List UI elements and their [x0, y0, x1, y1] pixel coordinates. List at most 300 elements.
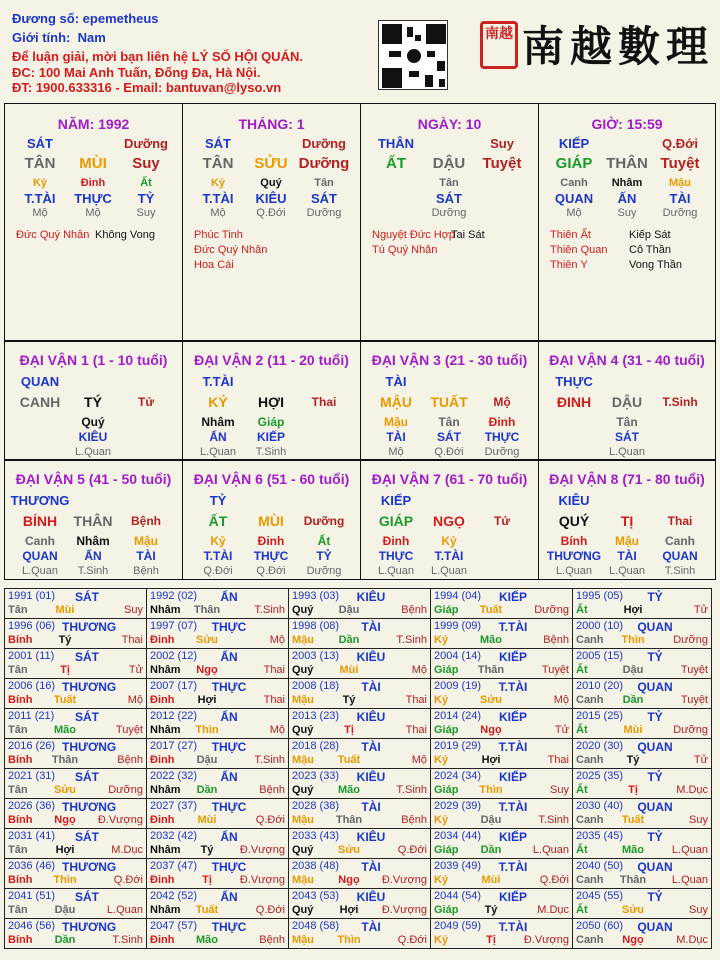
year-cell[interactable]	[288, 858, 431, 889]
year-label: 2005 (15)	[576, 650, 624, 662]
pillar-cell: TỶ	[137, 191, 155, 206]
year-stem: Canh	[576, 634, 604, 646]
year-stage: Q.Đới	[397, 844, 427, 856]
hidden-stem: Kỷ	[210, 534, 226, 548]
year-cell[interactable]	[288, 708, 431, 739]
year-stem: Ất	[576, 724, 588, 736]
year-god: TỶ	[647, 650, 663, 664]
pillar-cell: THỰC	[74, 191, 112, 206]
year-cell[interactable]	[146, 858, 289, 889]
year-branch: Mão	[338, 784, 360, 796]
year-cell[interactable]	[146, 618, 289, 649]
year-branch: Hợi	[623, 604, 643, 616]
year-stage: L.Quan	[671, 874, 708, 886]
year-cell[interactable]	[288, 828, 431, 859]
year-stage: M.Dục	[676, 784, 708, 796]
year-god: KIÊU	[356, 830, 386, 844]
year-label: 2019 (29)	[434, 740, 482, 752]
year-label: 2037 (47)	[150, 860, 198, 872]
year-cell[interactable]	[572, 708, 712, 739]
year-stage: Suy	[689, 904, 708, 916]
hidden-stage: L.Quan	[199, 446, 237, 458]
seal-icon: 南越	[480, 21, 518, 69]
year-branch: Thân	[335, 814, 363, 826]
dai-van-box	[182, 460, 361, 580]
year-stem: Quý	[292, 724, 314, 736]
gender-value: Nam	[77, 30, 106, 45]
year-stem: Kỷ	[434, 814, 449, 826]
year-branch: Thân	[477, 664, 505, 676]
pillar-cell: Suy	[490, 136, 514, 151]
year-god: SÁT	[75, 710, 99, 724]
year-cell[interactable]	[430, 798, 573, 829]
year-stem: Đinh	[150, 814, 175, 826]
year-god: TÀI	[361, 680, 381, 694]
year-branch: Thìn	[195, 724, 219, 736]
dai-van-box	[4, 341, 183, 460]
year-god: TỶ	[647, 590, 663, 604]
year-stem: Ất	[576, 904, 588, 916]
contact-line: Để luận giải, mời bạn liên hệ LÝ SỐ HỘI QUÁN.	[12, 49, 303, 64]
year-cell[interactable]	[288, 888, 431, 919]
star-name: Hoa Cái	[194, 259, 234, 271]
year-stage: Q.Đới	[113, 874, 143, 886]
year-stage: Mộ	[411, 754, 427, 766]
year-stem: Giáp	[434, 904, 459, 916]
year-label: 2004 (14)	[434, 650, 482, 662]
year-label: 1994 (04)	[434, 590, 482, 602]
year-branch: Dần	[54, 934, 76, 946]
year-label: 2047 (57)	[150, 920, 198, 932]
pillar-cell: ẤT	[386, 155, 406, 172]
year-stage: M.Dục	[676, 934, 708, 946]
dai-van-chi: NGỌ	[433, 513, 465, 529]
hidden-god: T.TÀI	[434, 549, 464, 563]
year-stage: M.Dục	[537, 904, 569, 916]
hidden-god: QUAN	[662, 549, 698, 563]
star-name: Kiếp Sát	[629, 229, 671, 241]
year-god: TÀI	[361, 860, 381, 874]
year-stage: Thai	[121, 634, 143, 646]
year-stage: Mộ	[553, 694, 569, 706]
year-cell[interactable]	[430, 858, 573, 889]
hidden-god: TÀI	[136, 549, 156, 563]
year-branch: Tý	[626, 754, 640, 766]
year-label: 2032 (42)	[150, 830, 198, 842]
year-cell[interactable]	[288, 588, 431, 619]
name-label: Đương số:	[12, 11, 80, 26]
year-branch: Dậu	[480, 814, 502, 826]
year-stage: Bệnh	[543, 634, 569, 646]
year-cell[interactable]	[572, 918, 712, 949]
year-cell[interactable]	[288, 918, 431, 949]
pillar-cell: SÁT	[205, 136, 231, 151]
year-cell[interactable]	[572, 648, 712, 679]
year-cell[interactable]	[146, 648, 289, 679]
year-branch: Thân	[51, 754, 79, 766]
year-cell[interactable]	[146, 588, 289, 619]
year-branch: Dậu	[196, 754, 218, 766]
year-stem: Mậu	[292, 694, 314, 706]
year-stage: Tử	[693, 604, 708, 616]
pillar-cell: Suy	[617, 207, 637, 219]
year-cell[interactable]	[146, 738, 289, 769]
year-cell[interactable]	[288, 768, 431, 799]
year-stage: Dưỡng	[534, 604, 569, 616]
year-god: THƯƠNG	[62, 920, 117, 934]
year-label: 2048 (58)	[292, 920, 340, 932]
dai-van-can: GIÁP	[378, 513, 414, 529]
pillar-cell: Suy	[132, 155, 160, 172]
dai-van-box	[4, 460, 183, 580]
year-branch: Tuất	[195, 904, 219, 916]
year-branch: Ngọ	[338, 874, 360, 886]
hidden-stem: Quý	[81, 415, 105, 429]
year-stage: L.Quan	[106, 904, 143, 916]
pillar-title: NĂM: 1992	[57, 116, 130, 132]
year-stage: Thai	[547, 754, 569, 766]
year-stage: M.Dục	[111, 844, 143, 856]
year-branch: Ngọ	[54, 814, 76, 826]
year-god: ẤN	[220, 710, 238, 724]
year-god: KIÊU	[356, 710, 386, 724]
year-stem: Mậu	[292, 874, 314, 886]
year-god: ẤN	[220, 890, 238, 904]
year-branch: Mão	[196, 934, 218, 946]
year-stage: Tuyệt	[115, 724, 143, 736]
brand-logo: 南越數理	[522, 22, 715, 71]
year-branch: Dần	[480, 844, 502, 856]
year-cell[interactable]	[146, 888, 289, 919]
year-branch: Dậu	[622, 664, 644, 676]
pillar-cell: TÂN	[24, 155, 56, 172]
dai-van-title: ĐẠI VẬN 2 (11 - 20 tuổi)	[194, 352, 349, 368]
year-stage: T.Sinh	[254, 604, 285, 616]
phone-line: ĐT: 1900.633316 - Email: bantuvan@lyso.vn	[12, 80, 282, 95]
year-branch: Tị	[202, 874, 212, 886]
year-branch: Sửu	[337, 844, 361, 856]
year-god: TỶ	[647, 890, 663, 904]
pillar-cell: Tân	[439, 177, 459, 189]
hidden-stage: Q.Đới	[256, 565, 286, 577]
year-cell[interactable]	[572, 828, 712, 859]
year-label: 2000 (10)	[576, 620, 624, 632]
year-stage: T.Sinh	[538, 814, 569, 826]
year-label: 2031 (41)	[8, 830, 56, 842]
dai-van-stage: Mộ	[493, 395, 511, 409]
pillar-cell: Tuyệt	[482, 155, 522, 172]
pillar-cell: Mậu	[669, 177, 691, 189]
pillar-cell: Dưỡng	[306, 207, 342, 219]
pillar-cell: Dưỡng	[298, 155, 350, 172]
year-stage: Thai	[405, 694, 427, 706]
pillar-cell: Đinh	[80, 177, 106, 189]
hidden-stage: Bệnh	[133, 565, 159, 577]
year-god: T.TÀI	[498, 860, 528, 874]
name-value: epemetheus	[82, 11, 159, 26]
year-god: SÁT	[75, 830, 99, 844]
hidden-stem: Đinh	[382, 534, 410, 548]
year-cell[interactable]	[4, 828, 147, 859]
year-god: SÁT	[75, 590, 99, 604]
hidden-god: TỶ	[316, 549, 332, 563]
year-stage: Mộ	[269, 724, 285, 736]
year-god: QUAN	[637, 860, 673, 874]
pillar-cell: Dưỡng	[302, 136, 346, 151]
year-stem: Tân	[8, 844, 28, 856]
year-cell[interactable]	[146, 678, 289, 709]
gender-label: Giới tính:	[12, 30, 71, 45]
year-stage: Dưỡng	[673, 634, 708, 646]
star-name: Đức Quý Nhân	[194, 244, 268, 256]
pillar-box	[4, 103, 183, 341]
hidden-stem: Mậu	[134, 534, 158, 548]
year-label: 2006 (16)	[8, 680, 56, 692]
hidden-stage: L.Quan	[377, 565, 415, 577]
pillar-cell: SÁT	[27, 136, 53, 151]
year-cell[interactable]	[430, 828, 573, 859]
year-stage: Suy	[689, 814, 708, 826]
year-cell[interactable]	[4, 888, 147, 919]
year-stage: Suy	[550, 784, 569, 796]
year-cell[interactable]	[288, 618, 431, 649]
year-stage: Bệnh	[259, 934, 285, 946]
year-label: 2008 (18)	[292, 680, 340, 692]
year-god: KIÊU	[356, 890, 386, 904]
year-branch: Ngọ	[196, 664, 218, 676]
year-label: 2007 (17)	[150, 680, 198, 692]
year-label: 2003 (13)	[292, 650, 340, 662]
pillar-cell: KIẾP	[558, 136, 590, 151]
star-name: Thiên Quan	[550, 244, 608, 256]
year-cell[interactable]	[430, 888, 573, 919]
header	[0, 0, 720, 100]
year-stage: T.Sinh	[254, 754, 285, 766]
year-branch: Tuất	[337, 754, 361, 766]
year-cell[interactable]	[288, 738, 431, 769]
year-stem: Mậu	[292, 754, 314, 766]
dai-van-box	[538, 460, 716, 580]
year-cell[interactable]	[430, 708, 573, 739]
year-cell[interactable]	[146, 768, 289, 799]
year-cell[interactable]	[572, 888, 712, 919]
year-label: 2040 (50)	[576, 860, 624, 872]
hidden-god: KIẾP	[256, 430, 286, 444]
year-cell[interactable]	[430, 588, 573, 619]
year-stem: Quý	[292, 604, 314, 616]
year-stem: Nhâm	[150, 724, 181, 736]
year-cell[interactable]	[146, 798, 289, 829]
pillar-cell: T.TÀI	[24, 191, 56, 206]
year-stem: Ất	[576, 784, 588, 796]
pillar-cell: Dưỡng	[662, 207, 698, 219]
year-stem: Giáp	[434, 604, 459, 616]
year-god: T.TÀI	[498, 620, 528, 634]
qr-code-icon[interactable]	[378, 20, 448, 90]
year-stem: Ất	[576, 604, 588, 616]
year-cell[interactable]	[572, 588, 712, 619]
pillar-cell: SÁT	[436, 191, 462, 206]
year-cell[interactable]	[4, 678, 147, 709]
year-label: 1995 (05)	[576, 590, 624, 602]
pillar-cell: ẤN	[617, 191, 637, 206]
hidden-god: KIÊU	[78, 430, 108, 444]
year-stem: Bính	[8, 934, 33, 946]
pillar-cell: Tân	[314, 177, 334, 189]
year-stem: Mậu	[292, 814, 314, 826]
dai-van-title: ĐẠI VẬN 3 (21 - 30 tuổi)	[371, 352, 528, 368]
dai-van-god: KIÊU	[558, 493, 590, 508]
pillar-cell: Mộ	[85, 207, 101, 219]
year-stage: Đ.Vượng	[381, 904, 427, 916]
year-god: TỶ	[647, 830, 663, 844]
hidden-stem: Bính	[560, 534, 588, 548]
year-stem: Đinh	[150, 874, 175, 886]
pillar-cell: SÁT	[311, 191, 337, 206]
year-god: KIẾP	[498, 890, 527, 904]
year-stage: Q.Đới	[397, 934, 427, 946]
year-label: 2013 (23)	[292, 710, 340, 722]
year-branch: Dần	[338, 634, 360, 646]
year-cell[interactable]	[4, 618, 147, 649]
year-branch: Thìn	[479, 784, 503, 796]
year-label: 1998 (08)	[292, 620, 340, 632]
year-cell[interactable]	[288, 648, 431, 679]
year-label: 2044 (54)	[434, 890, 482, 902]
year-god: QUAN	[637, 620, 673, 634]
year-cell[interactable]	[572, 798, 712, 829]
year-cell[interactable]	[4, 918, 147, 949]
dai-van-god: QUAN	[20, 374, 60, 389]
hidden-god: TÀI	[617, 549, 637, 563]
year-label: 2023 (33)	[292, 770, 340, 782]
year-cell[interactable]	[4, 588, 147, 619]
year-god: KIẾP	[498, 590, 527, 604]
hidden-stage: L.Quan	[21, 565, 59, 577]
year-branch: Thân	[193, 604, 221, 616]
year-god: ẤN	[220, 830, 238, 844]
pillar-cell: Tuyệt	[660, 155, 700, 172]
hidden-stage: Q.Đới	[434, 446, 464, 458]
dai-van-can: ẤT	[208, 513, 228, 529]
year-cell[interactable]	[146, 708, 289, 739]
dai-van-stage: Dưỡng	[303, 514, 345, 528]
year-stage: Bệnh	[401, 814, 427, 826]
dai-van-stage: Thai	[667, 514, 693, 528]
year-label: 2036 (46)	[8, 860, 56, 872]
year-cell[interactable]	[572, 768, 712, 799]
year-cell[interactable]	[430, 648, 573, 679]
year-stem: Bính	[8, 694, 33, 706]
year-branch: Thìn	[337, 934, 361, 946]
year-god: T.TÀI	[498, 680, 528, 694]
year-branch: Mùi	[55, 604, 75, 616]
year-branch: Mùi	[197, 814, 217, 826]
year-stem: Đinh	[150, 754, 175, 766]
year-branch: Tị	[486, 934, 496, 946]
year-branch: Tý	[200, 844, 214, 856]
year-cell[interactable]	[572, 858, 712, 889]
year-cell[interactable]	[430, 918, 573, 949]
year-branch: Dần	[196, 784, 218, 796]
year-label: 2026 (36)	[8, 800, 56, 812]
year-stem: Canh	[576, 754, 604, 766]
year-stem: Quý	[292, 664, 314, 676]
year-branch: Sửu	[53, 784, 77, 796]
year-cell[interactable]	[4, 708, 147, 739]
year-stem: Bính	[8, 754, 33, 766]
pillar-title: NGÀY: 10	[417, 116, 482, 132]
year-label: 2012 (22)	[150, 710, 198, 722]
year-cell[interactable]	[288, 678, 431, 709]
year-god: THƯƠNG	[62, 800, 117, 814]
year-cell[interactable]	[430, 768, 573, 799]
year-cell[interactable]	[430, 618, 573, 649]
year-branch: Sửu	[195, 634, 219, 646]
year-cell[interactable]	[4, 648, 147, 679]
year-cell[interactable]	[4, 768, 147, 799]
hidden-stem: Đinh	[488, 415, 516, 429]
year-cell[interactable]	[430, 738, 573, 769]
year-label: 2033 (43)	[292, 830, 340, 842]
year-cell[interactable]	[572, 678, 712, 709]
year-cell[interactable]	[4, 798, 147, 829]
year-branch: Tị	[60, 664, 70, 676]
year-god: THỰC	[211, 740, 247, 754]
year-branch: Mùi	[481, 874, 501, 886]
year-cell[interactable]	[146, 918, 289, 949]
year-label: 2010 (20)	[576, 680, 624, 692]
year-label: 2014 (24)	[434, 710, 482, 722]
year-label: 2018 (28)	[292, 740, 340, 752]
year-label: 2038 (48)	[292, 860, 340, 872]
year-stage: Đ.Vượng	[97, 814, 143, 826]
star-name: Phúc Tinh	[194, 229, 243, 241]
year-god: T.TÀI	[498, 800, 528, 814]
dai-van-can: MẬU	[380, 394, 412, 410]
year-label: 1996 (06)	[8, 620, 56, 632]
name-line	[12, 11, 159, 26]
year-cell[interactable]	[572, 738, 712, 769]
year-cell[interactable]	[146, 828, 289, 859]
hidden-stage: L.Quan	[74, 446, 112, 458]
year-god: QUAN	[637, 800, 673, 814]
year-cell[interactable]	[288, 798, 431, 829]
year-cell[interactable]	[4, 738, 147, 769]
year-branch: Dậu	[338, 604, 360, 616]
year-cell[interactable]	[4, 858, 147, 889]
pillar-cell: KIÊU	[255, 191, 287, 206]
dai-van-god: T.TÀI	[202, 374, 234, 389]
year-god: THỰC	[211, 680, 247, 694]
year-stem: Quý	[292, 904, 314, 916]
hidden-stage: T.Sinh	[77, 565, 109, 577]
year-branch: Ngọ	[480, 724, 502, 736]
year-stage: Q.Đới	[255, 904, 285, 916]
year-cell[interactable]	[430, 678, 573, 709]
year-cell[interactable]	[572, 618, 712, 649]
dai-van-can: ĐINH	[556, 394, 592, 410]
year-stem: Mậu	[292, 634, 314, 646]
hidden-god: THỰC	[378, 549, 414, 563]
year-label: 2016 (26)	[8, 740, 56, 752]
year-stem: Tân	[8, 604, 28, 616]
year-god: SÁT	[75, 770, 99, 784]
year-god: TÀI	[361, 800, 381, 814]
year-stem: Đinh	[150, 694, 175, 706]
year-branch: Tị	[344, 724, 354, 736]
pillar-cell: TÂN	[202, 155, 234, 172]
